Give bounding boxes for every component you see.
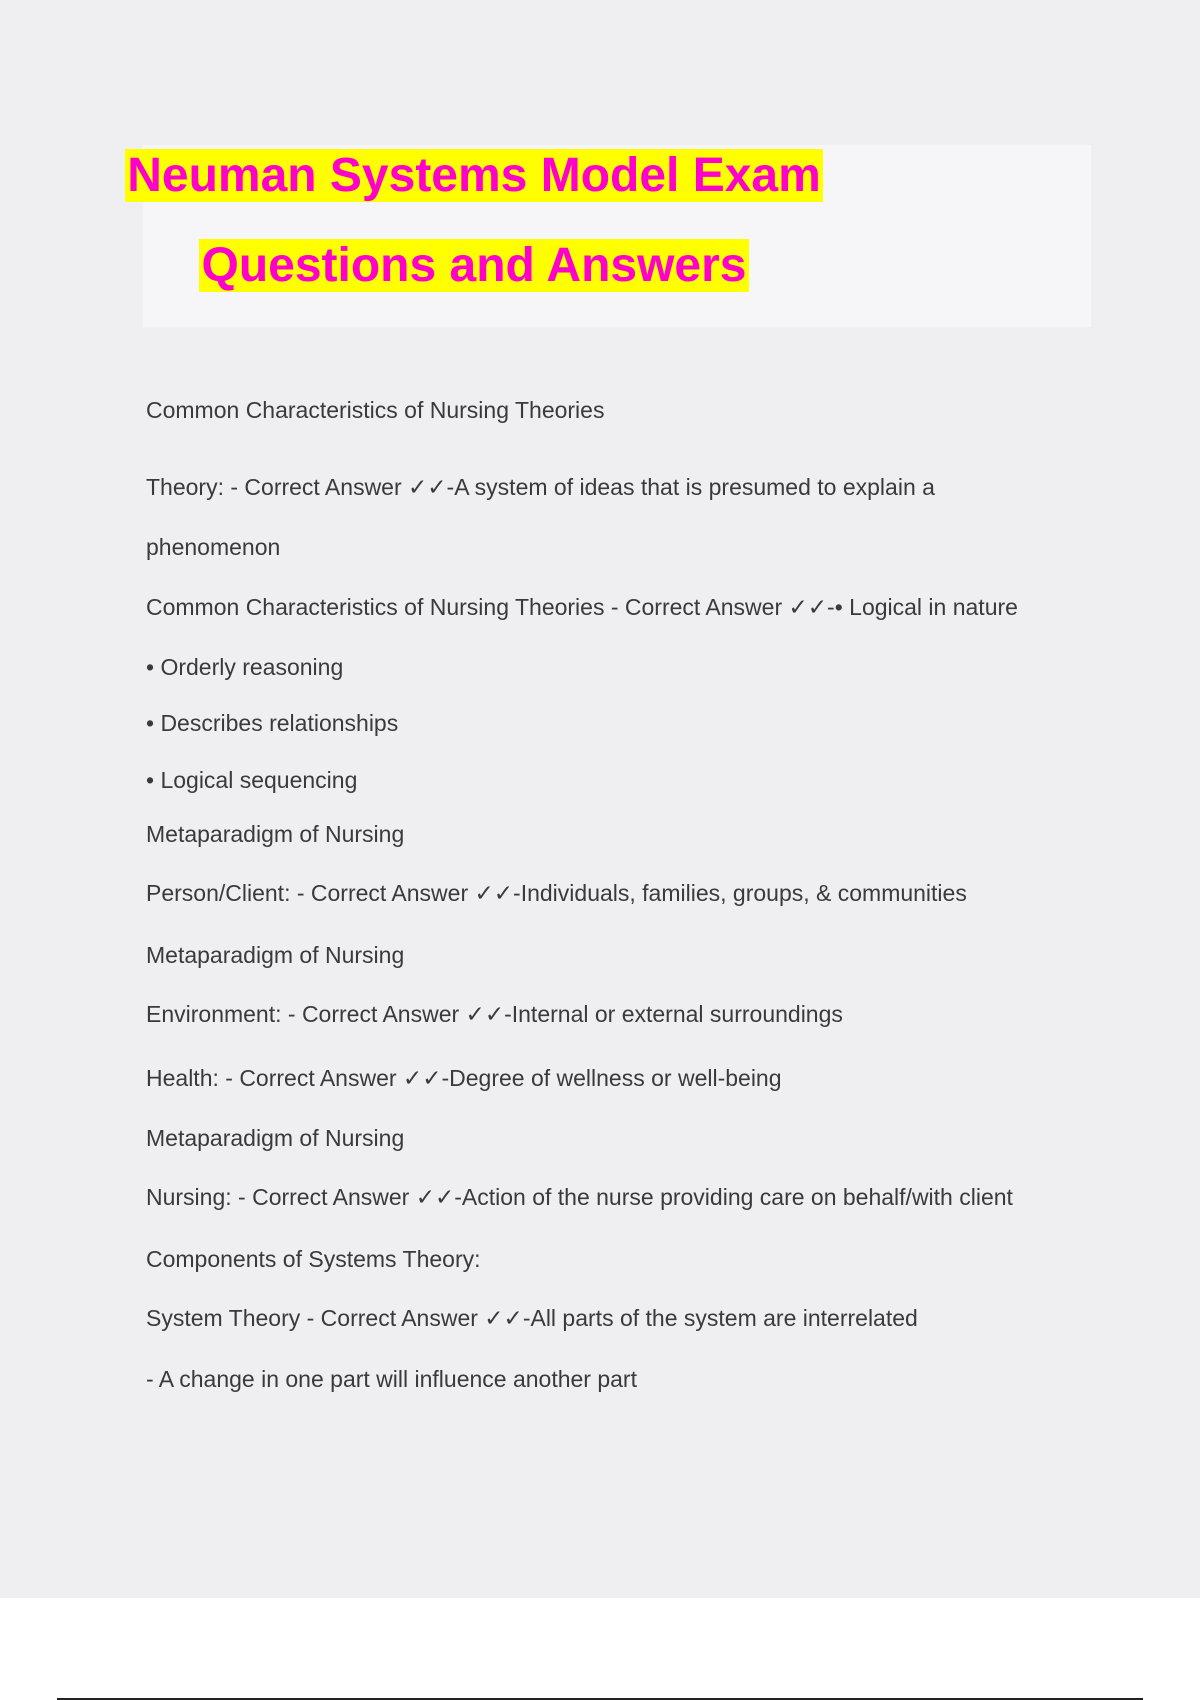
answer-continuation-line: - A change in one part will influence another part: [146, 1366, 637, 1392]
question-answer-line: Person/Client: - Correct Answer ✓✓-Individuals, families, groups, & communities: [146, 880, 967, 906]
question-answer-line: Theory: - Correct Answer ✓✓-A system of ideas that is presumed to explain a: [146, 474, 935, 500]
section-heading: Common Characteristics of Nursing Theories: [146, 397, 605, 423]
question-answer-line: Environment: - Correct Answer ✓✓-Internal or external surroundings: [146, 1001, 843, 1027]
question-answer-line: Common Characteristics of Nursing Theories - Correct Answer ✓✓-• Logical in nature: [146, 594, 1018, 620]
section-heading: Metaparadigm of Nursing: [146, 942, 405, 968]
question-answer-line: System Theory - Correct Answer ✓✓-All parts of the system are interrelated: [146, 1305, 918, 1331]
bullet-item: • Orderly reasoning: [146, 654, 344, 680]
bullet-item: • Logical sequencing: [146, 767, 358, 793]
document-title-line-1: Neuman Systems Model Exam: [127, 149, 821, 202]
question-answer-line: Health: - Correct Answer ✓✓-Degree of wellness or well-being: [146, 1065, 782, 1091]
question-answer-line: Nursing: - Correct Answer ✓✓-Action of the nurse providing care on behalf/with client: [146, 1184, 1013, 1210]
section-heading: Metaparadigm of Nursing: [146, 821, 405, 847]
document-title-line-2: Questions and Answers: [201, 239, 747, 292]
section-heading: Metaparadigm of Nursing: [146, 1125, 405, 1151]
answer-continuation-line: phenomenon: [146, 534, 281, 560]
section-heading: Components of Systems Theory:: [146, 1246, 481, 1272]
bullet-item: • Describes relationships: [146, 710, 399, 736]
